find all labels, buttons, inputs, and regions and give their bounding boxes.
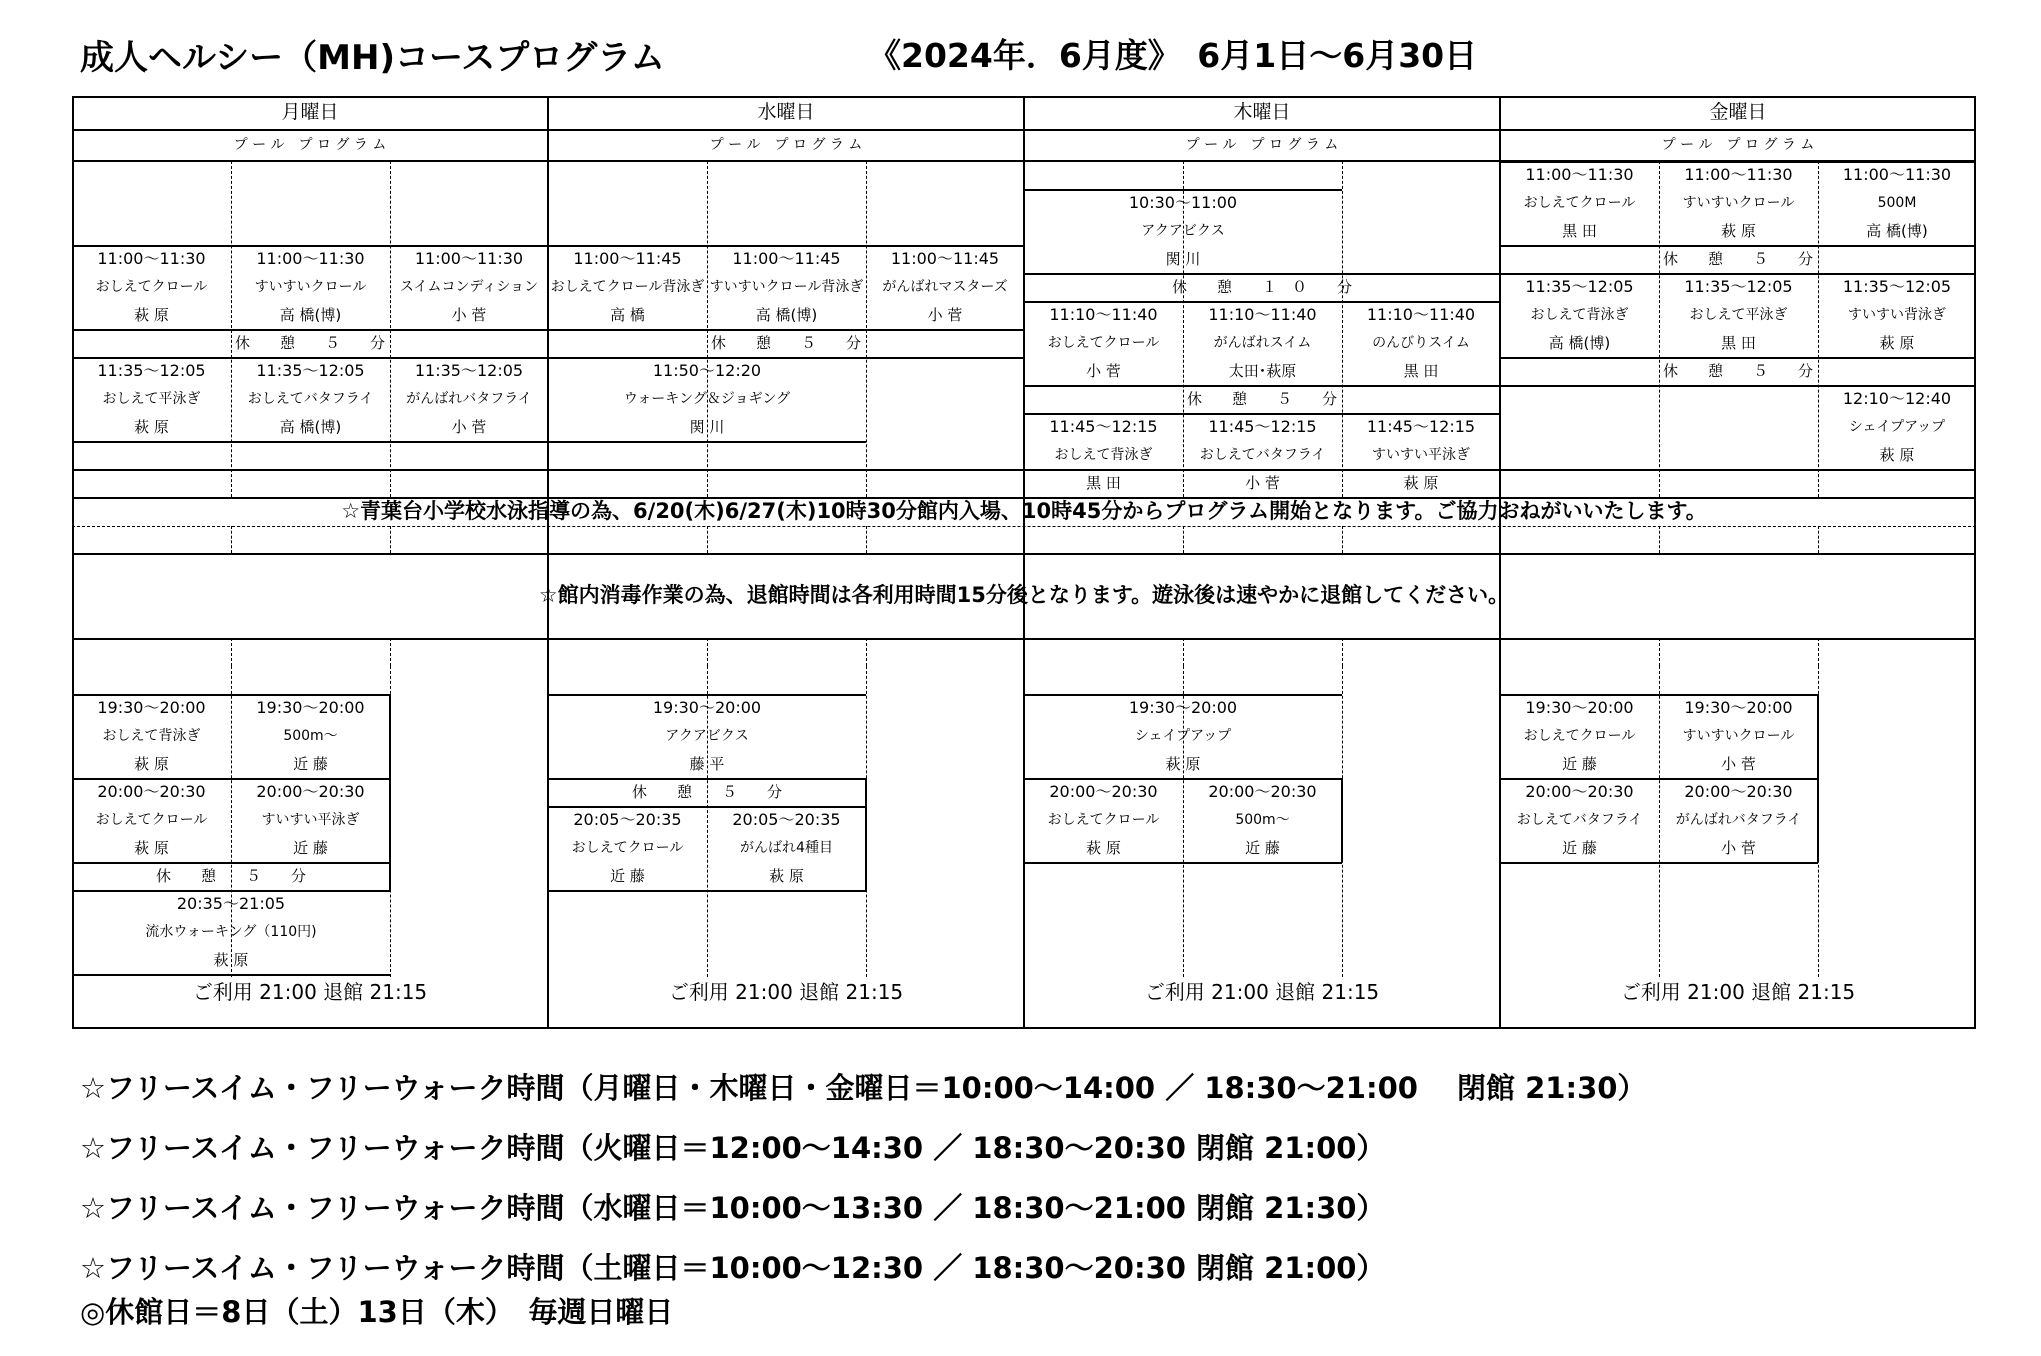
pm-class-instructor: 近 藤 — [1562, 755, 1597, 773]
am-class-instructor: 小 菅 — [1086, 362, 1121, 380]
pm-class-time: 20:00～20:30 — [1208, 782, 1317, 801]
am-class-time: 11:45～12:15 — [1366, 417, 1476, 436]
grid-line — [1500, 385, 1976, 387]
am-class-title: すいすい背泳ぎ — [1848, 307, 1946, 323]
pm-class-title: 流水ウォーキング（110円) — [145, 924, 317, 940]
am-class-instructor: 太田･萩原 — [1228, 362, 1297, 380]
pm-class-time: 19:30～20:00 — [1684, 698, 1793, 717]
free-swim-sat: ☆フリースイム・フリーウォーク時間（土曜日＝10:00～12:30 ／ 18:30～20:30 閉館 21:00） — [80, 1251, 1386, 1285]
am-class-instructor: 関 川 — [689, 418, 725, 436]
grid-line — [72, 441, 231, 443]
pm-class-title: 500m～ — [1235, 812, 1290, 828]
dashed-divider — [1183, 526, 1184, 553]
pm-class-title: 500m～ — [283, 728, 338, 744]
dashed-divider — [1818, 638, 1819, 666]
pm-class-time: 20:05～20:35 — [573, 810, 682, 829]
break-label: 休 憩 ５ 分 — [234, 334, 385, 352]
am-class-title: すいすいクロール — [254, 279, 367, 295]
am-class-time: 11:00～11:30 — [97, 249, 206, 268]
dashed-divider — [1818, 526, 1819, 553]
am-class-instructor: 高 橋 — [610, 306, 645, 324]
break-label: 休 憩 ５ 分 — [155, 867, 306, 885]
closing-time-mon: ご利用 21:00 退館 21:15 — [192, 980, 428, 1004]
grid-line — [1024, 301, 1500, 303]
am-class-title: がんばれバタフライ — [406, 391, 532, 407]
grid-line — [389, 694, 391, 778]
pm-class-time: 20:00～20:30 — [97, 782, 206, 801]
am-class-title: おしえて背泳ぎ — [1530, 307, 1629, 323]
pool-program-label: プ ー ル プ ロ グ ラ ム — [1661, 137, 1815, 153]
grid-line — [1817, 694, 1819, 778]
pm-class-instructor: 近 藤 — [1245, 839, 1280, 857]
am-class-time: 11:35～12:05 — [414, 361, 524, 380]
am-class-title: おしえて平泳ぎ — [102, 391, 201, 407]
am-class-instructor: 高 橋(博) — [1866, 222, 1928, 240]
am-class-time: 11:00～11:30 — [1525, 165, 1634, 184]
am-class-title: おしえてクロール — [1523, 195, 1636, 211]
pm-class-instructor: 萩 原 — [213, 951, 249, 969]
dashed-divider — [866, 638, 867, 666]
grid-line — [390, 441, 548, 443]
am-class-instructor: 萩 原 — [1879, 334, 1915, 352]
am-class-title: スイムコンディション — [399, 279, 539, 295]
break-label: 休 憩 １ ０ 分 — [1171, 278, 1352, 296]
pm-class-instructor: 近 藤 — [610, 867, 645, 885]
pm-class-time: 20:00～20:30 — [256, 782, 365, 801]
am-class-title: おしえて背泳ぎ — [1054, 447, 1153, 463]
am-class-instructor: 萩 原 — [1879, 446, 1915, 464]
pm-class-instructor: 藤 平 — [689, 755, 725, 773]
grid-line — [1024, 497, 1183, 499]
grid-line — [1024, 413, 1500, 415]
am-class-time: 11:00～11:30 — [1842, 165, 1952, 184]
dashed-divider — [231, 526, 232, 553]
grid-line — [231, 441, 390, 443]
am-class-title: おしえてクロール背泳ぎ — [550, 279, 705, 295]
grid-line — [548, 890, 707, 892]
pm-class-instructor: 萩 原 — [769, 867, 804, 885]
grid-line — [548, 357, 1024, 359]
am-class-time: 11:00～11:45 — [890, 249, 1000, 268]
grid-line — [548, 806, 866, 808]
am-class-time: 11:35～12:05 — [1525, 277, 1634, 296]
dashed-divider — [866, 526, 867, 553]
pm-class-instructor: 近 藤 — [293, 755, 328, 773]
am-class-instructor: 萩 原 — [1721, 222, 1756, 240]
dashed-divider — [1659, 638, 1660, 666]
grid-line — [72, 638, 1976, 640]
pm-class-title: アクアビクス — [665, 728, 749, 744]
am-class-instructor: 黒 田 — [1721, 334, 1756, 352]
day-header-thu: 木曜日 — [1233, 101, 1291, 123]
am-class-instructor: 萩 原 — [134, 306, 169, 324]
grid-line — [72, 357, 548, 359]
closing-time-wed: ご利用 21:00 退館 21:15 — [668, 980, 904, 1004]
pm-class-time: 20:00～20:30 — [1525, 782, 1634, 801]
grid-line — [1500, 862, 1659, 864]
notice-disinfection: ☆館内消毒作業の為、退館時間は各利用時間15分後となります。遊泳後は速やかに退館してください。 — [538, 583, 1510, 607]
am-class-title: がんばれスイム — [1213, 335, 1312, 351]
notice-school: ☆青葉台小学校水泳指導の為、6/20(木)6/27(木)10時30分館内入場、10時45分からプログラム開始となります。ご協力おねがいいたします。 — [341, 499, 1707, 523]
pm-class-time: 19:30～20:00 — [1128, 698, 1238, 717]
am-class-time: 11:35～12:05 — [97, 361, 206, 380]
am-class-title: 500M — [1877, 195, 1917, 211]
am-class-title: のんびりスイム — [1372, 335, 1470, 351]
pm-class-title: がんばれバタフライ — [1675, 812, 1802, 828]
am-class-title: すいすい平泳ぎ — [1372, 447, 1470, 463]
grid-line — [1183, 497, 1342, 499]
am-class-instructor: 黒 田 — [1562, 222, 1597, 240]
am-class-title: おしえてクロール — [1047, 335, 1160, 351]
grid-line — [548, 441, 866, 443]
grid-line — [1342, 497, 1500, 499]
am-class-title: すいすいクロール — [1682, 195, 1795, 211]
am-class-instructor: 小 菅 — [451, 418, 487, 436]
am-class-time: 11:00～11:45 — [573, 249, 682, 268]
dashed-divider — [707, 638, 708, 666]
am-class-time: 11:10～11:40 — [1366, 305, 1476, 324]
grid-line — [1341, 778, 1343, 862]
am-class-time: 11:35～12:05 — [1684, 277, 1793, 296]
am-class-instructor: 高 橋(博) — [279, 306, 342, 324]
grid-line — [1024, 469, 1500, 471]
grid-line — [389, 778, 391, 862]
am-class-title: おしえてバタフライ — [247, 391, 374, 407]
pm-class-title: おしえて背泳ぎ — [102, 728, 201, 744]
am-class-instructor: 高 橋(博) — [755, 306, 818, 324]
am-class-title: おしえて平泳ぎ — [1689, 307, 1788, 323]
pm-class-title: おしえてクロール — [571, 840, 684, 856]
pm-class-title: おしえてクロール — [1523, 728, 1636, 744]
free-swim-tue: ☆フリースイム・フリーウォーク時間（火曜日＝12:00～14:30 ／ 18:30～20:30 閉館 21:00） — [80, 1131, 1386, 1165]
pm-class-title: おしえてバタフライ — [1516, 812, 1643, 828]
dashed-divider — [231, 638, 232, 666]
dashed-divider — [707, 526, 708, 553]
am-class-time: 11:10～11:40 — [1208, 305, 1317, 324]
dashed-divider — [390, 638, 391, 666]
day-header-wed: 水曜日 — [757, 101, 815, 123]
pm-class-time: 19:30～20:00 — [652, 698, 762, 717]
pool-program-label: プ ー ル プ ロ グ ラ ム — [233, 137, 387, 153]
pm-class-title: おしえてクロール — [95, 812, 208, 828]
pm-class-time: 19:30～20:00 — [256, 698, 365, 717]
pool-program-label: プ ー ル プ ロ グ ラ ム — [709, 137, 863, 153]
grid-line — [1500, 469, 1976, 471]
closing-time-fri: ご利用 21:00 退館 21:15 — [1620, 980, 1856, 1004]
day-header-mon: 月曜日 — [281, 101, 339, 123]
am-class-time: 11:00～11:30 — [256, 249, 365, 268]
am-class-title: がんばれマスターズ — [882, 279, 1008, 295]
pm-class-instructor: 萩 原 — [1086, 839, 1121, 857]
pm-class-time: 20:35～21:05 — [176, 894, 286, 913]
grid-line — [72, 469, 548, 471]
pm-class-time: 19:30～20:00 — [97, 698, 206, 717]
am-class-instructor: 小 菅 — [927, 306, 963, 324]
dashed-divider — [390, 526, 391, 553]
am-class-title: アクアビクス — [1141, 223, 1225, 239]
pm-class-instructor: 萩 原 — [134, 755, 169, 773]
break-label: 休 憩 ５ 分 — [1186, 390, 1337, 408]
pm-class-time: 20:00～20:30 — [1049, 782, 1158, 801]
am-class-time: 11:10～11:40 — [1049, 305, 1158, 324]
free-swim-wed: ☆フリースイム・フリーウォーク時間（水曜日＝10:00～13:30 ／ 18:30～21:00 閉館 21:30） — [80, 1191, 1386, 1225]
pm-class-title: シェイプアップ — [1134, 728, 1232, 744]
pm-class-instructor: 近 藤 — [293, 839, 328, 857]
dashed-divider — [1659, 526, 1660, 553]
am-class-time: 11:00～11:30 — [1684, 165, 1793, 184]
pm-class-instructor: 小 菅 — [1721, 755, 1756, 773]
grid-line — [1024, 862, 1183, 864]
dashed-divider — [1183, 638, 1184, 666]
grid-line — [707, 890, 866, 892]
pm-class-instructor: 萩 原 — [1165, 755, 1201, 773]
pm-class-title: すいすいクロール — [1682, 728, 1795, 744]
break-label: 休 憩 ５ 分 — [710, 334, 861, 352]
am-class-title: ウォーキング＆ジョギング — [623, 391, 791, 407]
break-label: 休 憩 ５ 分 — [631, 783, 782, 801]
pm-class-instructor: 小 菅 — [1721, 839, 1756, 857]
pm-class-instructor: 近 藤 — [1562, 839, 1597, 857]
am-class-time: 11:00～11:45 — [732, 249, 841, 268]
pm-class-time: 20:05～20:35 — [732, 810, 841, 829]
pm-class-title: すいすい平泳ぎ — [261, 812, 360, 828]
grid-line — [72, 890, 390, 892]
grid-line — [1817, 778, 1819, 862]
pm-class-time: 19:30～20:00 — [1525, 698, 1634, 717]
am-class-instructor: 高 橋(博) — [279, 418, 342, 436]
dashed-divider — [1342, 526, 1343, 553]
grid-line — [1500, 273, 1976, 275]
pm-class-title: がんばれ4種目 — [740, 840, 833, 856]
schedule-period: 《2024年．6月度》 6月1日～6月30日 — [868, 36, 1478, 75]
am-class-instructor: 関 川 — [1165, 250, 1201, 268]
am-class-title: おしえてクロール — [95, 279, 208, 295]
am-class-time: 10:30～11:00 — [1128, 193, 1238, 212]
am-class-title: すいすいクロール背泳ぎ — [709, 279, 864, 295]
am-class-title: おしえてバタフライ — [1199, 447, 1326, 463]
am-class-instructor: 小 菅 — [1245, 474, 1280, 492]
am-class-instructor: 萩 原 — [134, 418, 169, 436]
page-title: 成人ヘルシー（MH)コースプログラム — [80, 38, 665, 78]
pm-class-time: 20:00～20:30 — [1684, 782, 1793, 801]
pm-class-instructor: 萩 原 — [134, 839, 169, 857]
grid-line — [1659, 862, 1818, 864]
am-class-time: 11:00～11:30 — [414, 249, 524, 268]
am-class-time: 12:10～12:40 — [1842, 389, 1952, 408]
closed-days: ◎休館日＝8日（土）13日（木） 毎週日曜日 — [80, 1295, 674, 1329]
am-class-title: シェイプアップ — [1848, 419, 1946, 435]
am-class-time: 11:45～12:15 — [1049, 417, 1158, 436]
am-class-time: 11:50～12:20 — [652, 361, 762, 380]
am-class-time: 11:35～12:05 — [1842, 277, 1952, 296]
grid-line — [548, 469, 1024, 471]
pool-program-label: プ ー ル プ ロ グ ラ ム — [1185, 137, 1339, 153]
closing-time-thu: ご利用 21:00 退館 21:15 — [1144, 980, 1380, 1004]
dashed-divider — [1342, 638, 1343, 666]
day-header-fri: 金曜日 — [1709, 101, 1767, 123]
grid-line — [1183, 862, 1342, 864]
grid-line — [72, 974, 390, 976]
break-label: 休 憩 ５ 分 — [1662, 362, 1813, 380]
grid-line — [865, 806, 867, 890]
am-class-time: 11:45～12:15 — [1208, 417, 1317, 436]
am-class-instructor: 高 橋(博) — [1548, 334, 1611, 352]
pm-class-title: おしえてクロール — [1047, 812, 1160, 828]
am-class-instructor: 小 菅 — [451, 306, 487, 324]
schedule-table — [72, 96, 1976, 1029]
am-class-instructor: 萩 原 — [1403, 474, 1439, 492]
free-swim-mon-thu-fri: ☆フリースイム・フリーウォーク時間（月曜日・木曜日・金曜日＝10:00～14:00 ／ 18:30～21:00 閉館 21:30） — [80, 1071, 1647, 1105]
am-class-instructor: 黒 田 — [1086, 474, 1121, 492]
am-class-time: 11:35～12:05 — [256, 361, 365, 380]
dashed-divider — [72, 526, 1976, 527]
break-label: 休 憩 ５ 分 — [1662, 250, 1813, 268]
am-class-instructor: 黒 田 — [1403, 362, 1439, 380]
